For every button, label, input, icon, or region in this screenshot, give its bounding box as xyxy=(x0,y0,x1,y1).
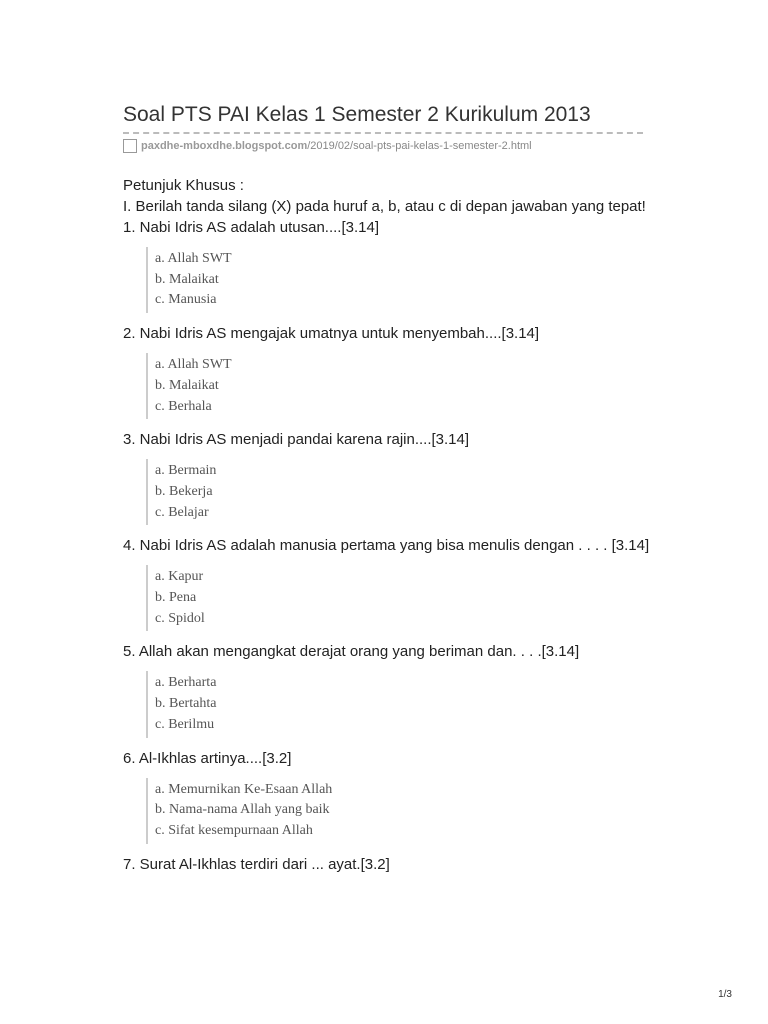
answer-option: c. Berilmu xyxy=(155,716,215,732)
article-body xyxy=(123,175,653,875)
answer-option: c. Spidol xyxy=(155,610,205,626)
source-host[interactable]: paxdhe-mboxdhe.blogspot.com xyxy=(141,140,308,152)
answer-options xyxy=(146,353,653,419)
source-path[interactable]: /2019/02/soal-pts-pai-kelas-1-semester-2.html xyxy=(307,140,532,152)
answer-option: a. Kapur xyxy=(155,569,204,585)
instructions-text: I. Berilah tanda silang (X) pada huruf a, b, atau c di depan jawaban yang tepat! xyxy=(123,198,646,215)
answer-option: a. Memurnikan Ke-Esaan Allah xyxy=(155,781,333,797)
question-text: 1. Nabi Idris AS adalah utusan....[3.14] xyxy=(123,219,379,236)
answer-option: a. Allah SWT xyxy=(155,357,232,373)
source-url[interactable] xyxy=(123,139,653,153)
answer-options xyxy=(146,565,653,631)
question-list xyxy=(123,217,653,875)
answer-option: c. Manusia xyxy=(155,292,217,308)
answer-option: b. Malaikat xyxy=(155,271,219,287)
answer-option: b. Nama-nama Allah yang baik xyxy=(155,802,330,818)
answer-option: b. Bekerja xyxy=(155,483,213,499)
answer-options xyxy=(146,459,653,525)
answer-option: a. Bermain xyxy=(155,463,217,479)
instructions-heading: Petunjuk Khusus : xyxy=(123,177,244,194)
answer-options xyxy=(146,778,653,844)
answer-option: b. Pena xyxy=(155,590,197,606)
document-page xyxy=(123,100,653,875)
question-text: 2. Nabi Idris AS mengajak umatnya untuk menyembah....[3.14] xyxy=(123,325,540,343)
question-text: 4. Nabi Idris AS adalah manusia pertama yang bisa menulis dengan . . . . [3.14] xyxy=(123,537,650,555)
page-number: 1/3 xyxy=(718,989,732,1000)
answer-option: a. Berharta xyxy=(155,675,217,691)
link-icon xyxy=(123,139,137,153)
question-text: 5. Allah akan mengangkat derajat orang yang beriman dan. . . .[3.14] xyxy=(123,643,580,661)
question-text: 3. Nabi Idris AS menjadi pandai karena rajin....[3.14] xyxy=(123,431,470,449)
question-text: 6. Al-Ikhlas artinya....[3.2] xyxy=(123,749,292,767)
answer-option: b. Bertahta xyxy=(155,696,217,712)
answer-option: c. Berhala xyxy=(155,398,212,414)
answer-option: c. Belajar xyxy=(155,504,209,520)
title-divider xyxy=(123,132,643,134)
answer-option: c. Sifat kesempurnaan Allah xyxy=(155,822,313,838)
answer-option: b. Malaikat xyxy=(155,377,219,393)
page-title: Soal PTS PAI Kelas 1 Semester 2 Kurikulum 2013 xyxy=(123,103,591,126)
answer-options xyxy=(146,247,653,313)
question-text: 7. Surat Al-Ikhlas terdiri dari ... ayat.[3.2] xyxy=(123,855,390,873)
answer-options xyxy=(146,671,653,737)
answer-option: a. Allah SWT xyxy=(155,251,232,266)
